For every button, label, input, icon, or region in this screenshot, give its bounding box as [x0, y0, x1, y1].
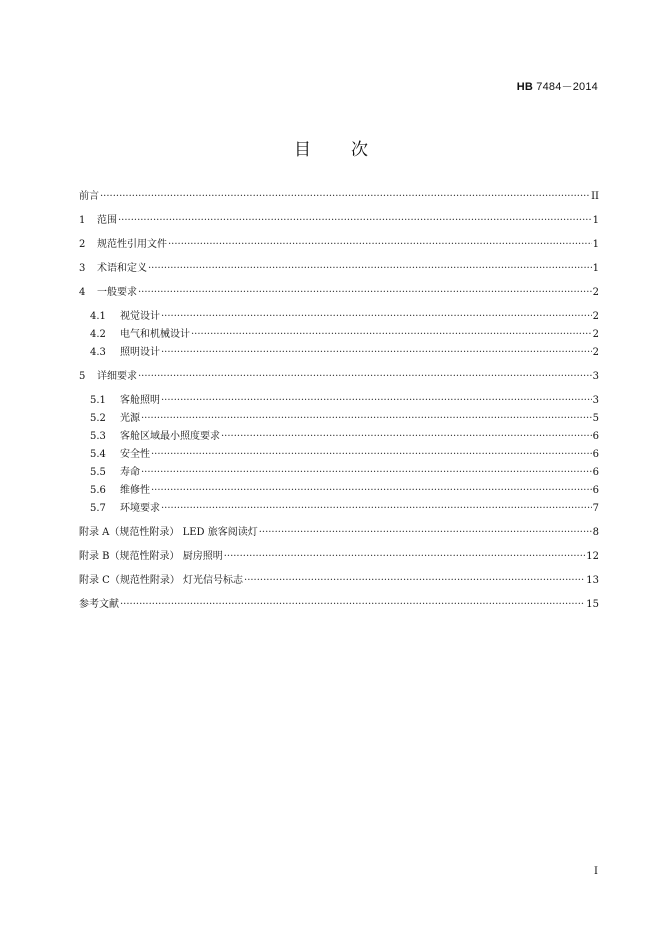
toc-page: 2 — [592, 347, 599, 358]
leader-dots — [221, 429, 592, 445]
toc-number: 5.7 — [90, 503, 106, 514]
toc-entry-5[interactable] — [79, 369, 599, 385]
standard-prefix: HB — [516, 81, 533, 93]
toc-entry-5-5[interactable] — [90, 465, 599, 481]
leader-dots — [141, 411, 592, 427]
toc-entry-5-1[interactable] — [90, 393, 599, 409]
toc-label: 详细要求 — [97, 371, 137, 382]
toc-page: 1 — [592, 239, 599, 250]
toc-page: 8 — [592, 527, 599, 538]
toc-label: 客舱区域最小照度要求 — [120, 431, 220, 442]
toc-label: 一般要求 — [97, 287, 137, 298]
leader-dots — [224, 549, 586, 565]
toc-label: 视觉设计 — [120, 311, 160, 322]
toc-number: 4 — [79, 287, 86, 298]
toc-entry-references[interactable] — [79, 597, 599, 613]
toc-label: 光源 — [120, 413, 140, 424]
leader-dots — [100, 189, 590, 205]
toc-entry-4-2[interactable] — [90, 327, 599, 343]
toc-page: II — [591, 191, 599, 202]
toc-label: 前言 — [79, 191, 99, 202]
toc-page: 2 — [592, 311, 599, 322]
toc-page: 7 — [592, 503, 599, 514]
toc-page: 15 — [586, 599, 599, 610]
toc-entry-4[interactable] — [79, 285, 599, 301]
toc-label: 维修性 — [120, 485, 150, 496]
toc-page: 6 — [592, 467, 599, 478]
leader-dots — [161, 501, 592, 517]
toc-label: 电气和机械设计 — [120, 329, 190, 340]
title-char-2: 次 — [351, 140, 368, 160]
leader-dots — [191, 327, 592, 343]
leader-dots — [168, 237, 592, 253]
toc-entry-5-7[interactable] — [90, 501, 599, 517]
toc-entry-2[interactable] — [79, 237, 599, 253]
toc-label: 寿命 — [120, 467, 140, 478]
toc-number: 3 — [79, 263, 86, 274]
toc-label: 环境要求 — [120, 503, 160, 514]
toc-label: 附录 A（规范性附录） LED 旅客阅读灯 — [79, 527, 258, 538]
toc-number: 4.2 — [90, 329, 106, 340]
toc-label: 安全性 — [120, 449, 150, 460]
toc-number: 1 — [79, 215, 86, 226]
leader-dots — [244, 573, 585, 589]
toc-page: 6 — [592, 485, 599, 496]
leader-dots — [151, 483, 592, 499]
leader-dots — [118, 213, 592, 229]
toc-entry-4-1[interactable] — [90, 309, 599, 325]
toc-number: 5.5 — [90, 467, 106, 478]
toc-label: 范围 — [97, 215, 117, 226]
toc-page: 1 — [592, 215, 599, 226]
leader-dots — [138, 285, 592, 301]
toc-page: 12 — [586, 551, 599, 562]
leader-dots — [161, 309, 592, 325]
toc-page: 13 — [586, 575, 599, 586]
toc-number: 5.6 — [90, 485, 106, 496]
toc-entry-5-4[interactable] — [90, 447, 599, 463]
toc-number: 5.3 — [90, 431, 106, 442]
toc-page: 3 — [592, 395, 599, 406]
toc-label: 规范性引用文件 — [97, 239, 167, 250]
toc-entry-preface[interactable] — [79, 189, 599, 205]
toc-entry-3[interactable] — [79, 261, 599, 277]
toc-entry-5-2[interactable] — [90, 411, 599, 427]
title-char-1: 目 — [294, 140, 311, 160]
leader-dots — [151, 447, 592, 463]
toc-label: 附录 B（规范性附录） 厨房照明 — [79, 551, 223, 562]
toc-label: 参考文献 — [79, 599, 119, 610]
leader-dots — [259, 525, 592, 541]
leader-dots — [141, 465, 592, 481]
toc-page: 6 — [592, 449, 599, 460]
leader-dots — [148, 261, 592, 277]
toc-page: 5 — [592, 413, 599, 424]
toc-entry-4-3[interactable] — [90, 345, 599, 361]
standard-number: 7484－2014 — [536, 81, 598, 93]
page-title — [0, 135, 662, 160]
toc-page: 6 — [592, 431, 599, 442]
toc-entry-appendix-b[interactable] — [79, 549, 599, 565]
toc-entry-5-3[interactable] — [90, 429, 599, 445]
toc-entry-appendix-a[interactable] — [79, 525, 599, 541]
toc-number: 5 — [79, 371, 86, 382]
toc-page: 1 — [592, 263, 599, 274]
toc-number: 5.2 — [90, 413, 106, 424]
toc-number: 4.3 — [90, 347, 106, 358]
toc-number: 5.4 — [90, 449, 106, 460]
toc-entry-1[interactable] — [79, 213, 599, 229]
toc-entry-5-6[interactable] — [90, 483, 599, 499]
toc-number: 5.1 — [90, 395, 106, 406]
leader-dots — [161, 393, 592, 409]
page-number: I — [594, 866, 598, 877]
toc-label: 附录 C（规范性附录） 灯光信号标志 — [79, 575, 244, 586]
toc-page: 2 — [592, 287, 599, 298]
leader-dots — [161, 345, 592, 361]
leader-dots — [138, 369, 592, 385]
toc-label: 客舱照明 — [120, 395, 160, 406]
toc-page: 2 — [592, 329, 599, 340]
leader-dots — [120, 597, 585, 613]
toc-number: 2 — [79, 239, 86, 250]
toc-number: 4.1 — [90, 311, 106, 322]
toc-label: 术语和定义 — [97, 263, 147, 274]
toc-page: 3 — [592, 371, 599, 382]
toc-entry-appendix-c[interactable] — [79, 573, 599, 589]
toc-label: 照明设计 — [120, 347, 160, 358]
document-code — [517, 78, 598, 94]
